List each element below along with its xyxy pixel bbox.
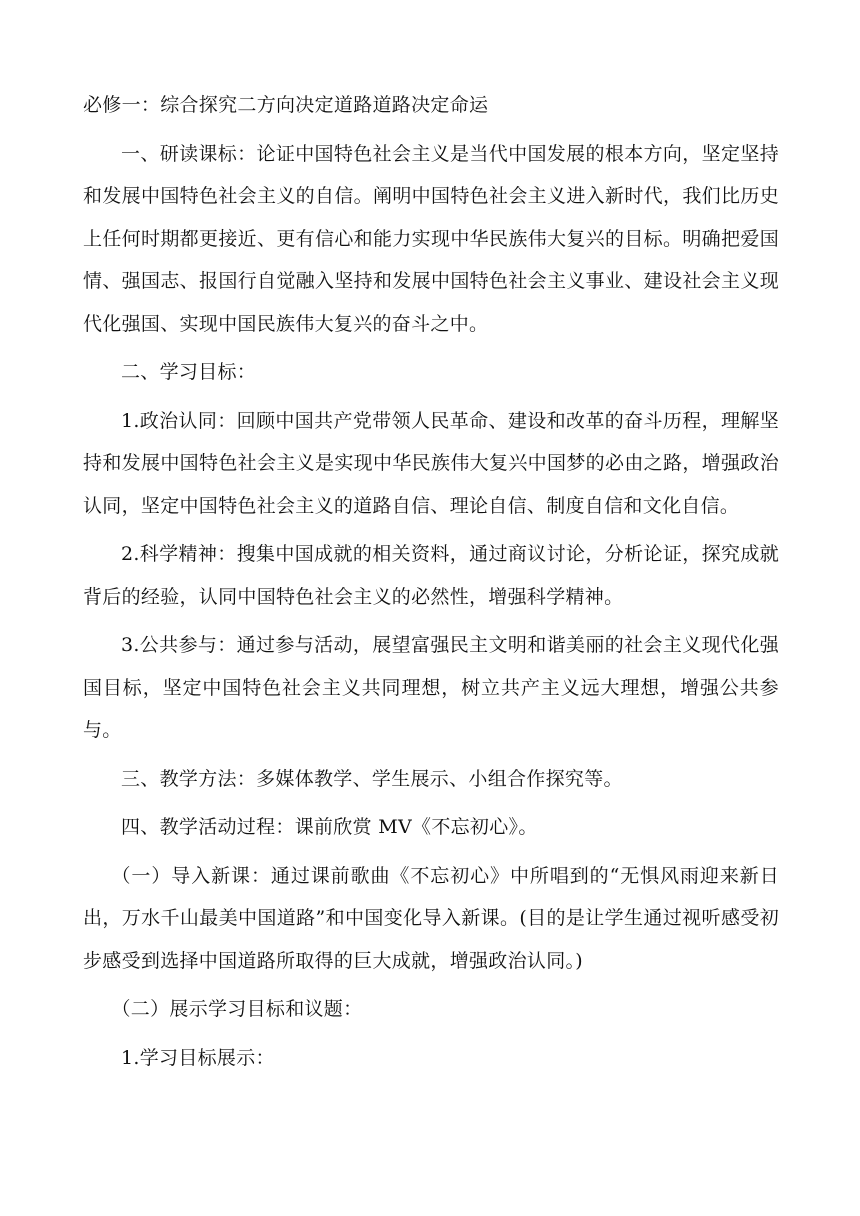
paragraph-political-identity: 1.政治认同：回顾中国共产党带领人民革命、建设和改革的奋斗历程，理解坚持和发展中国特色社会主义是实现中华民族伟大复兴中国梦的必由之路，增强政治认同，坚定中国特色社会主义的道路自信、理论自信、制度自信和文化自信。: [83, 409, 779, 517]
paragraph-teaching-process: 四、教学活动过程：课前欣赏 MV《不忘初心》。: [121, 816, 538, 838]
paragraph-teaching-methods: 三、教学方法：多媒体教学、学生展示、小组合作探究等。: [121, 767, 623, 790]
paragraph-curriculum-standards: 一、研读课标：论证中国特色社会主义是当代中国发展的根本方向，坚定坚持和发展中国特色社会主义的自信。阐明中国特色社会主义进入新时代，我们比历史上任何时期都更接近、更有信心和能力实现中华民族伟大复兴的目标。明确把爱国情、强国志、报国行自觉融入坚持和发展中国特色社会主义事业、建设社会主义现代化强国、实现中国民族伟大复兴的奋斗之中。: [83, 142, 779, 335]
paragraph-show-goals: （二）展示学习目标和议题：: [111, 998, 363, 1020]
paragraph-scientific-spirit: 2.科学精神：搜集中国成就的相关资料，通过商议讨论，分析论证，探究成就背后的经验，认同中国特色社会主义的必然性，增强科学精神。: [83, 543, 779, 608]
heading-learning-goals: 二、学习目标：: [121, 361, 257, 383]
document-title: 必修一：综合探究二方向决定道路道路决定命运: [83, 94, 489, 116]
paragraph-introduction: （一）导入新课：通过课前歌曲《不忘初心》中所唱到的“无惧风雨迎来新日出，万水千山最美中国道路”和中国变化导入新课。(目的是让学生通过视听感受初步感受到选择中国道路所取得的巨大成就，增强政治认同。): [83, 864, 779, 972]
paragraph-public-participation: 3.公共参与：通过参与活动，展望富强民主文明和谐美丽的社会主义现代化强国目标，坚定中国特色社会主义共同理想，树立共产主义远大理想，增强公共参与。: [83, 634, 779, 741]
paragraph-goals-display: 1.学习目标展示：: [121, 1046, 275, 1069]
document-body: [83, 84, 779, 1079]
